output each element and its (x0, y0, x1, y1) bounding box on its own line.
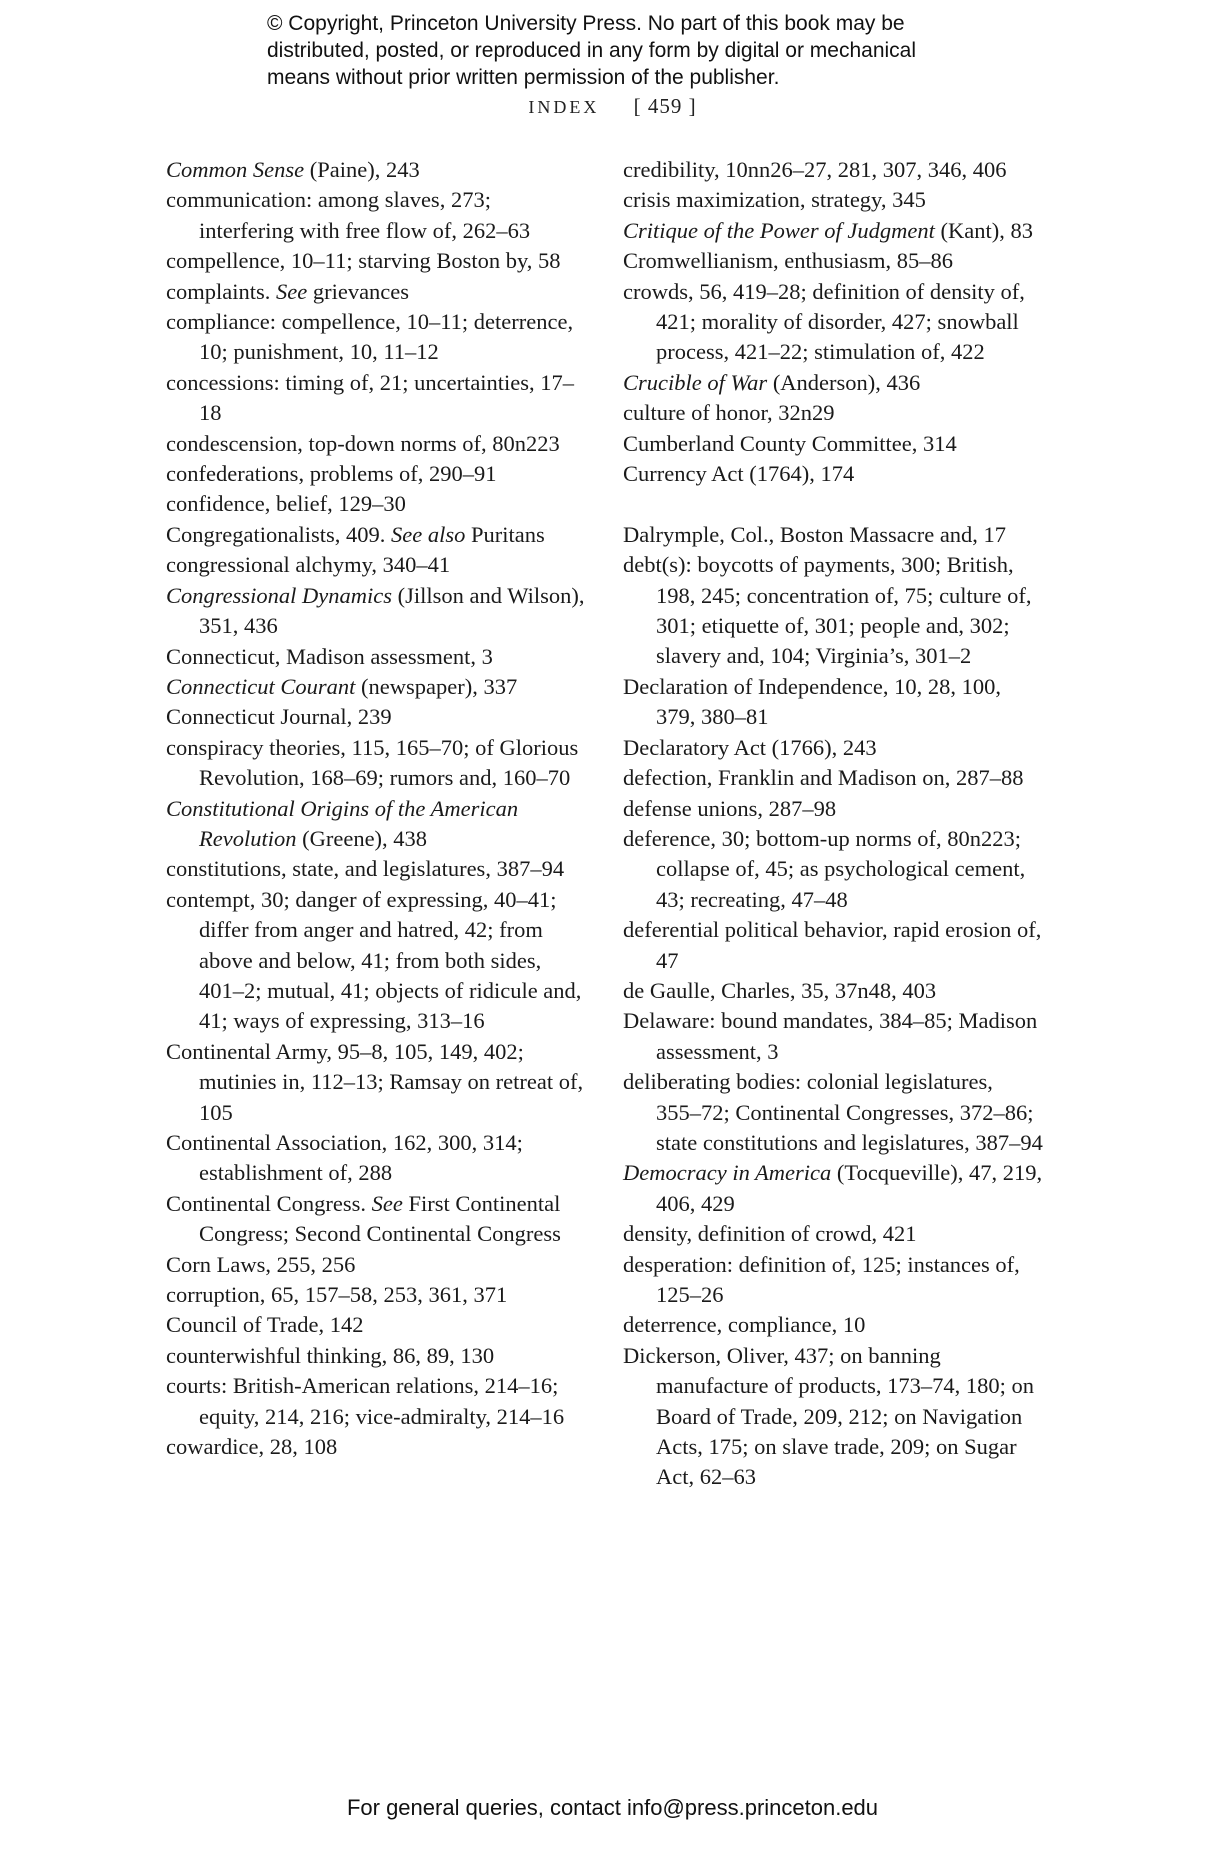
copyright-line: distributed, posted, or reproduced in any form by digital or mechanical (267, 39, 917, 62)
index-entry (623, 246, 1043, 276)
index-entry-text: congressional alchymy, 340–41 (166, 552, 451, 578)
index-entry (166, 429, 586, 459)
index-entry (623, 277, 1043, 368)
index-entry-text: Delaware: bound mandates, 384–85; Madison assessment, 3 (623, 1008, 1038, 1064)
index-entry-text: (Tocqueville), 47, 219, 406, 429 (656, 1160, 1043, 1216)
index-entry-text: confidence, belief, 129–30 (166, 491, 406, 517)
copyright-notice (267, 10, 1027, 91)
index-entry (166, 277, 586, 307)
index-entry (166, 1310, 586, 1340)
index-entry-text: Declaratory Act (1766), 243 (623, 734, 877, 760)
index-entry (623, 915, 1043, 976)
index-entry-text: (Kant), 83 (934, 217, 1033, 243)
index-entry-text: deterrence, compliance, 10 (623, 1312, 866, 1338)
index-entry-text: concessions: timing of, 21; uncertainties, 17–18 (166, 369, 575, 426)
index-entry (623, 1310, 1043, 1340)
index-entry-italic: Democracy in America (623, 1160, 832, 1186)
index-entry-text: Currency Act (1764), 174 (623, 461, 855, 487)
index-entry-text: deliberating bodies: colonial legislatures, 355–72; Continental Congresses, 372–86; state constitutions and legislatures, 387–94 (623, 1069, 1043, 1155)
index-entry-italic: Crucible of War (623, 369, 768, 395)
index-entry-text: complaints. (166, 278, 276, 304)
index-entry (623, 1067, 1043, 1158)
index-entry (166, 185, 586, 246)
index-entry-italic: Constitutional Origins of the American Revolution (166, 795, 519, 851)
index-entry (166, 246, 586, 276)
running-head-label: INDEX (528, 97, 600, 117)
index-entry (166, 459, 586, 489)
index-entry-text: defection, Franklin and Madison on, 287–88 (623, 765, 1024, 791)
index-entry (623, 1006, 1043, 1067)
index-entry-text: Cromwellianism, enthusiasm, 85–86 (623, 248, 953, 274)
index-entry-text: deference, 30; bottom-up norms of, 80n223; collapse of, 45; as psychological cement, 43; recreating, 47–48 (623, 825, 1026, 912)
index-entry-text: de Gaulle, Charles, 35, 37n48, 403 (623, 977, 937, 1003)
index-entry-text: First Continental Congress; Second Continental Congress (199, 1190, 561, 1247)
index-entry (623, 763, 1043, 793)
index-entry-text: Congregationalists, 409. (166, 521, 391, 547)
index-column-right (623, 155, 1043, 1493)
index-entry (623, 1250, 1043, 1311)
index-entry (623, 1158, 1043, 1219)
index-entry-text: density, definition of crowd, 421 (623, 1221, 917, 1247)
index-entry-italic: Congressional Dynamics (166, 582, 393, 608)
index-entry (166, 854, 586, 884)
index-entry-text: Cumberland County Committee, 314 (623, 430, 957, 456)
index-entry (623, 368, 1043, 398)
index-entry-italic: Critique of the Power of Judgment (623, 217, 935, 243)
index-entry-text: (newspaper), 337 (355, 673, 518, 699)
index-entry (166, 1189, 586, 1250)
index-entry (166, 794, 586, 855)
index-entry (623, 216, 1043, 246)
index-entry-text: confederations, problems of, 290–91 (166, 461, 497, 487)
index-entry-text: crowds, 56, 419–28; definition of density of, 421; morality of disorder, 427; snowball process, 421–22; stimulation of, 422 (623, 278, 1025, 365)
index-entry-text: Connecticut, Madison assessment, 3 (166, 643, 493, 669)
index-entry-italic: Common Sense (166, 157, 305, 182)
index-entry-text: compliance: compellence, 10–11; deterrence, 10; punishment, 10, 11–12 (166, 309, 574, 365)
index-entry (623, 1219, 1043, 1249)
copyright-line: means without prior written permission of the publisher. (267, 66, 780, 89)
index-entry-text: desperation: definition of, 125; instances of, 125–26 (623, 1251, 1020, 1308)
index-entry-text: crisis maximization, strategy, 345 (623, 187, 926, 213)
index-entry-text: Continental Army, 95–8, 105, 149, 402; mutinies in, 112–13; Ramsay on retreat of, 105 (166, 1038, 584, 1125)
index-entry (166, 368, 586, 429)
index-entry-text: Declaration of Independence, 10, 28, 100, 379, 380–81 (623, 673, 1001, 730)
index-entry (623, 1341, 1043, 1493)
running-head (0, 94, 1225, 119)
index-entry (166, 1432, 586, 1462)
index-entry (623, 155, 1043, 185)
index-entry-text: (Jillson and Wilson), 351, 436 (199, 582, 585, 639)
index-entry-text: Dickerson, Oliver, 437; on banning manufacture of products, 173–74, 180; on Board of Trade, 209, 212; on Navigation Acts, 175; on slave trade, 209; on Sugar Act, 62–63 (623, 1342, 1035, 1490)
index-entry (623, 976, 1043, 1006)
index-entry (623, 550, 1043, 672)
index-entry-text: (Paine), 243 (304, 157, 420, 182)
index-entry-text: Puritans (465, 521, 545, 547)
index-entry (623, 733, 1043, 763)
index-entry-text: counterwishful thinking, 86, 89, 130 (166, 1342, 495, 1368)
index-entry-text: Corn Laws, 255, 256 (166, 1251, 356, 1277)
index-entry (166, 1371, 586, 1432)
index-entry (166, 672, 586, 702)
index-entry-text: deferential political behavior, rapid erosion of, 47 (623, 917, 1042, 973)
index-entry (166, 1037, 586, 1128)
index-entry-italic: See also (390, 521, 466, 547)
index-entry (166, 489, 586, 519)
index-entry (166, 885, 586, 1037)
index-entry-text: conspiracy theories, 115, 165–70; of Glorious Revolution, 168–69; rumors and, 160–70 (166, 734, 579, 791)
index-entry (166, 1341, 586, 1371)
index-entry-text: cowardice, 28, 108 (166, 1434, 338, 1460)
index-entry (166, 733, 586, 794)
index-entry-text: courts: British-American relations, 214–16; equity, 214, 216; vice-admiralty, 214–16 (166, 1373, 565, 1429)
index-entry-text: contempt, 30; danger of expressing, 40–41; differ from anger and hatred, 42; from above and below, 41; from both sides, 401–2; mutual, 41; objects of ridicule and, 41; ways of expressing, 313–16 (166, 886, 582, 1034)
index-entry-text: Continental Congress. (166, 1190, 372, 1216)
index-entry (623, 824, 1043, 915)
index-entry (623, 794, 1043, 824)
index-entry (166, 307, 586, 368)
index-entry (166, 642, 586, 672)
index-entry (166, 1280, 586, 1310)
index-entry-text: Council of Trade, 142 (166, 1312, 364, 1338)
index-entry (166, 702, 586, 732)
index-entry-text: defense unions, 287–98 (623, 795, 837, 821)
index-entry-text: compellence, 10–11; starving Boston by, 58 (166, 248, 561, 274)
index-entry (166, 1128, 586, 1189)
letter-group-gap (623, 489, 1043, 519)
index-entry-italic: See (275, 278, 308, 304)
index-entry-text: (Greene), 438 (296, 825, 428, 851)
index-entry-text: culture of honor, 32n29 (623, 400, 835, 426)
index-entry-text: Dalrymple, Col., Boston Massacre and, 17 (623, 521, 1007, 547)
index-entry-text: communication: among slaves, 273; interfering with free flow of, 262–63 (166, 187, 531, 243)
index-entry-text: condescension, top-down norms of, 80n223 (166, 430, 560, 456)
copyright-line: © Copyright, Princeton University Press. No part of this book may be (267, 12, 905, 35)
index-entry (166, 155, 586, 185)
index-entry (623, 398, 1043, 428)
index-entry (623, 459, 1043, 489)
index-entry-text: constitutions, state, and legislatures, 387–94 (166, 856, 565, 882)
page-number: [ 459 ] (633, 94, 697, 118)
index-entry-text: corruption, 65, 157–58, 253, 361, 371 (166, 1282, 508, 1308)
index-entry-text: Continental Association, 162, 300, 314; establishment of, 288 (166, 1130, 523, 1186)
index-entry (166, 1250, 586, 1280)
index-entry-text: grievances (307, 278, 410, 304)
index-entry (623, 429, 1043, 459)
index-entry-italic: See (371, 1190, 403, 1216)
index-entry (623, 520, 1043, 550)
index-entry-text: (Anderson), 436 (767, 369, 921, 395)
index-entry (623, 672, 1043, 733)
index-entry-text: debt(s): boycotts of payments, 300; British, 198, 245; concentration of, 75; culture of, 301; etiquette of, 301; people and, 302; slavery and, 104; Virginia’s, 301–2 (623, 552, 1032, 669)
index-entry-italic: Connecticut Courant (166, 673, 356, 699)
index-entry (166, 550, 586, 580)
index-column-left (166, 155, 586, 1462)
index-entry-text: Connecticut Journal, 239 (166, 704, 392, 730)
index-entry (623, 185, 1043, 215)
index-entry (166, 581, 586, 642)
footer-contact: For general queries, contact info@press.princeton.edu (346, 1795, 879, 1820)
index-entry-text: credibility, 10nn26–27, 281, 307, 346, 406 (623, 157, 1007, 182)
index-entry (166, 520, 586, 550)
